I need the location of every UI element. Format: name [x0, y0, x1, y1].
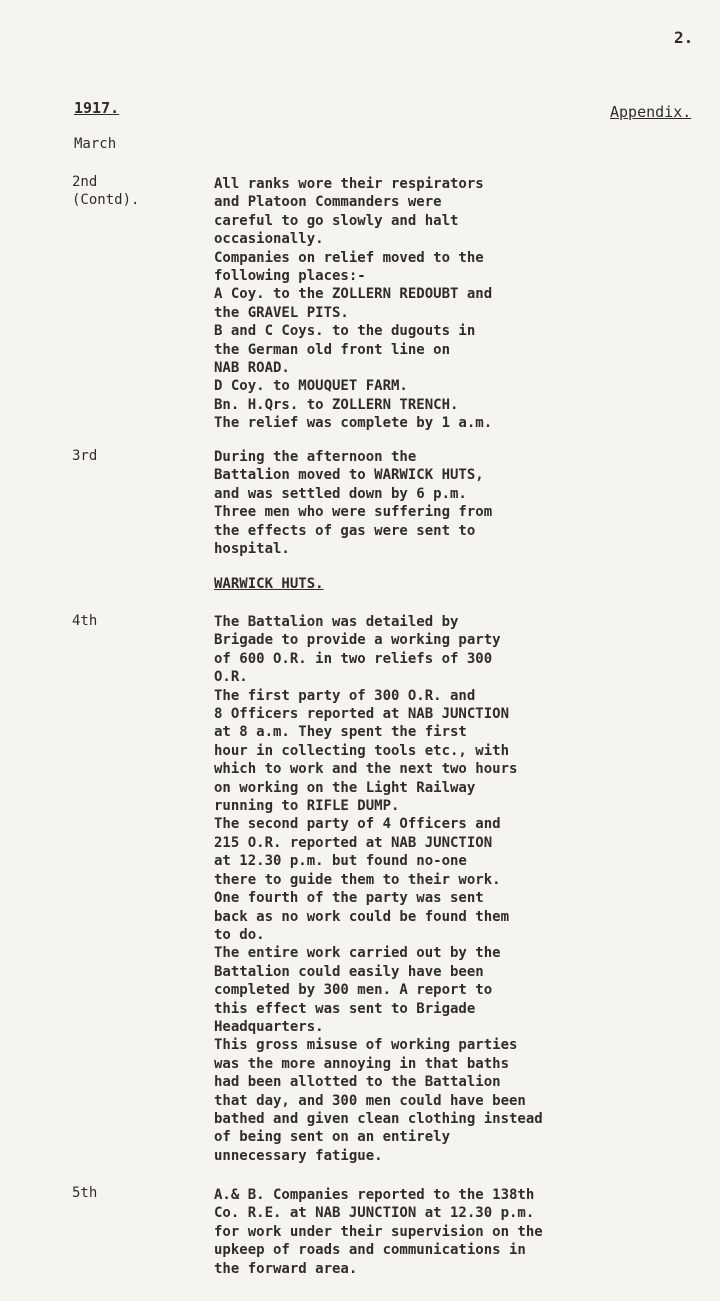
- entry-line: O.R.: [214, 669, 248, 686]
- entry-line: hour in collecting tools etc., with: [214, 742, 510, 759]
- entry-line: A Coy. to the ZOLLERN REDOUBT and: [214, 286, 493, 303]
- entry-line: During the afternoon the: [214, 449, 417, 465]
- entry-date-2nd: [72, 173, 139, 209]
- entry-line: hospital.: [214, 541, 290, 558]
- entry-line: Three men who were suffering from: [214, 504, 493, 521]
- entry-line: and was settled down by 6 p.m.: [214, 485, 467, 502]
- date-line: (Contd).: [72, 192, 140, 208]
- entry-line: back as no work could be found them: [214, 908, 510, 925]
- entry-line: NAB ROAD.: [214, 360, 290, 377]
- entry-line: D Coy. to MOUQUET FARM.: [214, 378, 408, 395]
- entry-date-4th: 4th: [72, 613, 98, 629]
- entry-line: the GRAVEL PITS.: [214, 304, 349, 321]
- entry-line: the forward area.: [214, 1260, 358, 1277]
- entry-line: which to work and the next two hours: [214, 761, 518, 778]
- entry-line: on working on the Light Railway: [214, 779, 476, 796]
- entry-line: One fourth of the party was sent: [214, 890, 484, 907]
- entry-line: careful to go slowly and halt: [214, 212, 459, 229]
- date-line: 2nd: [72, 174, 98, 190]
- entry-date-3rd: 3rd: [72, 448, 98, 464]
- entry-line: The entire work carried out by the: [214, 945, 501, 962]
- entry-line: occasionally.: [214, 231, 324, 248]
- entry-line: B and C Coys. to the dugouts in: [214, 323, 476, 340]
- entry-line: at 8 a.m. They spent the first: [214, 724, 467, 741]
- entry-line: of 600 O.R. in two reliefs of 300: [214, 650, 493, 667]
- entry-line: Co. R.E. at NAB JUNCTION at 12.30 p.m.: [214, 1205, 535, 1222]
- entry-line: Battalion could easily have been: [214, 963, 484, 980]
- entry-line: the effects of gas were sent to: [214, 522, 476, 539]
- entry-line: Bn. H.Qrs. to ZOLLERN TRENCH.: [214, 396, 459, 413]
- entry-line: Headquarters.: [214, 1018, 324, 1035]
- entry-line: was the more annoying in that baths: [214, 1055, 510, 1072]
- entry-line: 215 O.R. reported at NAB JUNCTION: [214, 834, 493, 851]
- page-number: 2.: [674, 28, 694, 47]
- entry-line: the German old front line on: [214, 341, 451, 358]
- entry-text-2nd: [214, 175, 714, 433]
- entry-text-4th: [214, 613, 714, 1165]
- entry-line: bathed and given clean clothing instead: [214, 1110, 543, 1127]
- entry-line: to do.: [214, 926, 265, 943]
- entry-line: Companies on relief moved to the: [214, 249, 484, 266]
- section-heading-period: .: [315, 576, 324, 592]
- entry-line: that day, and 300 men could have been: [214, 1092, 526, 1109]
- year-heading: 1917.: [74, 99, 120, 117]
- section-heading-text: WARWICK HUTS: [214, 576, 316, 592]
- entry-line: running to RIFLE DUMP.: [214, 798, 400, 815]
- entry-line: 8 Officers reported at NAB JUNCTION: [214, 706, 510, 723]
- entry-line: at 12.30 p.m. but found no-one: [214, 853, 467, 870]
- entry-line: of being sent on an entirely: [214, 1129, 451, 1146]
- entry-line: The relief was complete by 1 a.m.: [214, 415, 493, 432]
- appendix-heading: Appendix.: [610, 103, 692, 121]
- entry-line: unnecessary fatigue.: [214, 1147, 383, 1164]
- entry-line: Brigade to provide a working party: [214, 632, 501, 649]
- entry-line: had been allotted to the Battalion: [214, 1074, 501, 1091]
- entry-line: The first party of 300 O.R. and: [214, 687, 476, 704]
- entry-line: Battalion moved to WARWICK HUTS,: [214, 467, 484, 484]
- entry-text-5th: [214, 1186, 714, 1278]
- entry-line: The second party of 4 Officers and: [214, 816, 501, 833]
- entry-line: upkeep of roads and communications in: [214, 1242, 526, 1259]
- entry-line: The Battalion was detailed by: [214, 614, 459, 630]
- entry-date-5th: 5th: [72, 1185, 98, 1201]
- entry-line: This gross misuse of working parties: [214, 1037, 518, 1054]
- entry-line: for work under their supervision on the: [214, 1223, 543, 1240]
- entry-line: there to guide them to their work.: [214, 871, 501, 888]
- entry-line: this effect was sent to Brigade: [214, 1000, 476, 1017]
- entry-line: A.& B. Companies reported to the 138th: [214, 1187, 535, 1203]
- entry-line: completed by 300 men. A report to: [214, 982, 493, 999]
- entry-line: and Platoon Commanders were: [214, 194, 442, 211]
- entry-text-3rd: [214, 448, 714, 558]
- month-label: March: [74, 136, 117, 152]
- entry-line: All ranks wore their respirators: [214, 176, 484, 192]
- section-heading: [214, 576, 324, 592]
- entry-line: following places:-: [214, 268, 366, 285]
